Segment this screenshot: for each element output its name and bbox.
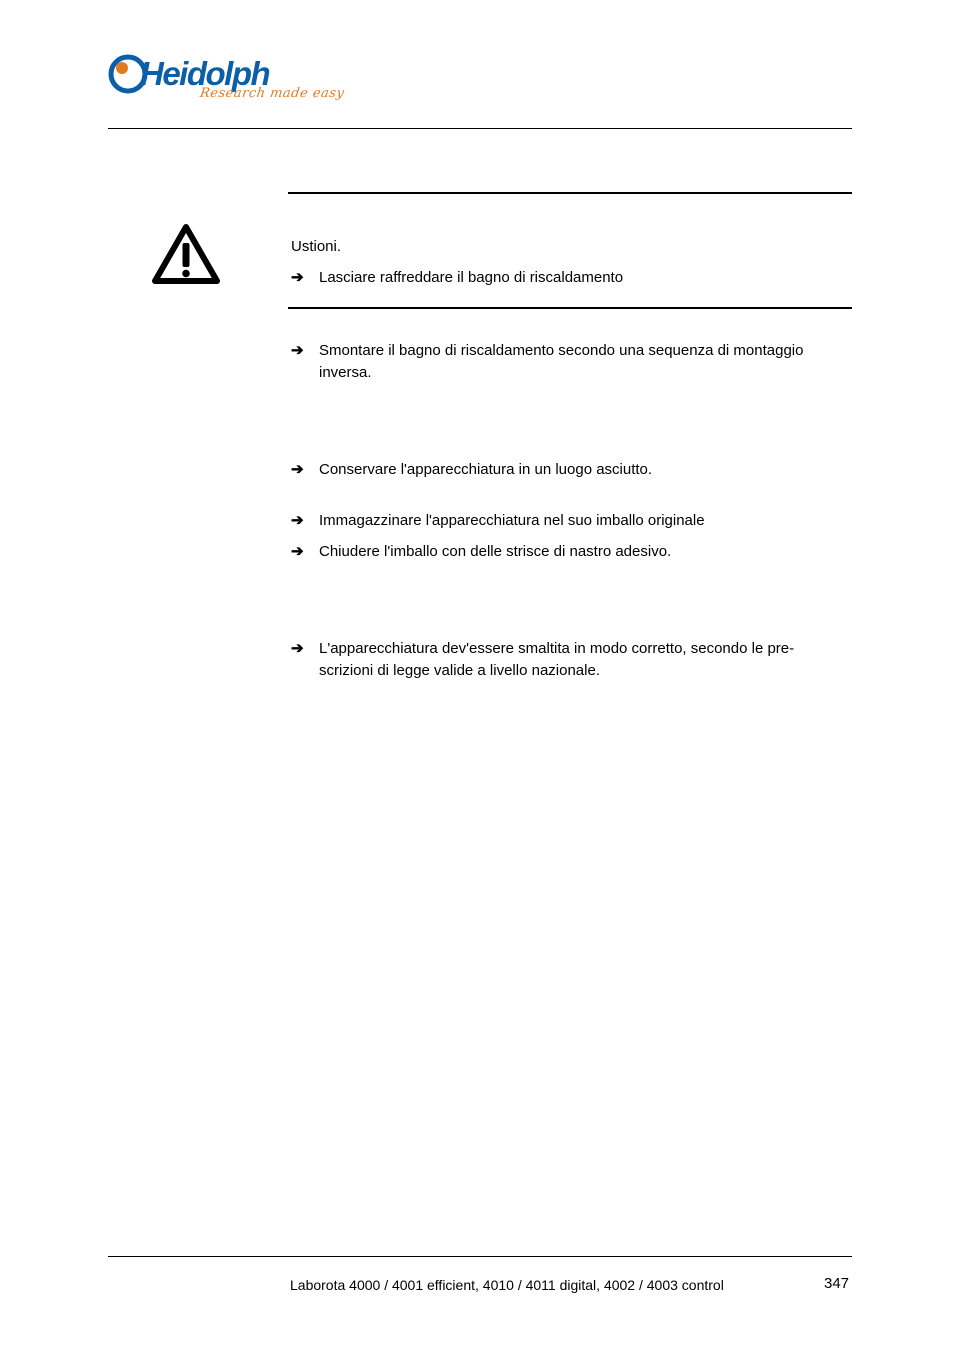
warning-triangle-icon	[151, 223, 221, 285]
page-number: 347	[824, 1275, 850, 1292]
list-item-text: Immagazzinare l'apparecchiatura nel suo imballo originale	[319, 512, 705, 529]
list-item	[291, 510, 851, 532]
list-item-text: Smontare il bagno di riscaldamento secondo una sequenza di montaggio inversa.	[319, 342, 804, 381]
warning-action	[291, 267, 851, 289]
list-item-text: Conservare l'apparecchiatura in un luogo asciutto.	[319, 461, 653, 478]
arrow-right-icon: ➔	[291, 543, 304, 560]
warning-hazard-text: Ustioni.	[291, 238, 342, 255]
list-item	[291, 638, 831, 681]
list-item	[291, 340, 851, 383]
warning-action-text: Lasciare raffreddare il bagno di riscaldamento	[319, 269, 624, 286]
arrow-right-icon: ➔	[291, 512, 304, 529]
warning-top-divider	[288, 192, 852, 194]
arrow-right-icon: ➔	[291, 461, 304, 478]
list-item-text: Chiudere l'imballo con delle strisce di nastro adesivo.	[319, 543, 672, 560]
arrow-right-icon: ➔	[291, 342, 304, 359]
list-item	[291, 541, 851, 563]
list-item	[291, 459, 851, 481]
logo-brand-name: Heidolph	[140, 55, 270, 92]
arrow-right-icon: ➔	[291, 640, 304, 657]
header-divider	[108, 128, 852, 129]
footer-product-name: Laborota 4000 / 4001 efficient, 4010 / 4011 digital, 4002 / 4003 control	[290, 1277, 724, 1293]
warning-bottom-divider	[288, 307, 852, 309]
logo-tagline: Research made easy	[198, 86, 346, 101]
footer-divider	[108, 1256, 852, 1257]
heidolph-logo	[108, 52, 346, 114]
arrow-right-icon: ➔	[291, 269, 304, 286]
list-item-text: L'apparecchiatura dev'essere smaltita in modo corretto, secondo le pre-scrizioni di legge valide a livello nazionale.	[319, 640, 795, 679]
